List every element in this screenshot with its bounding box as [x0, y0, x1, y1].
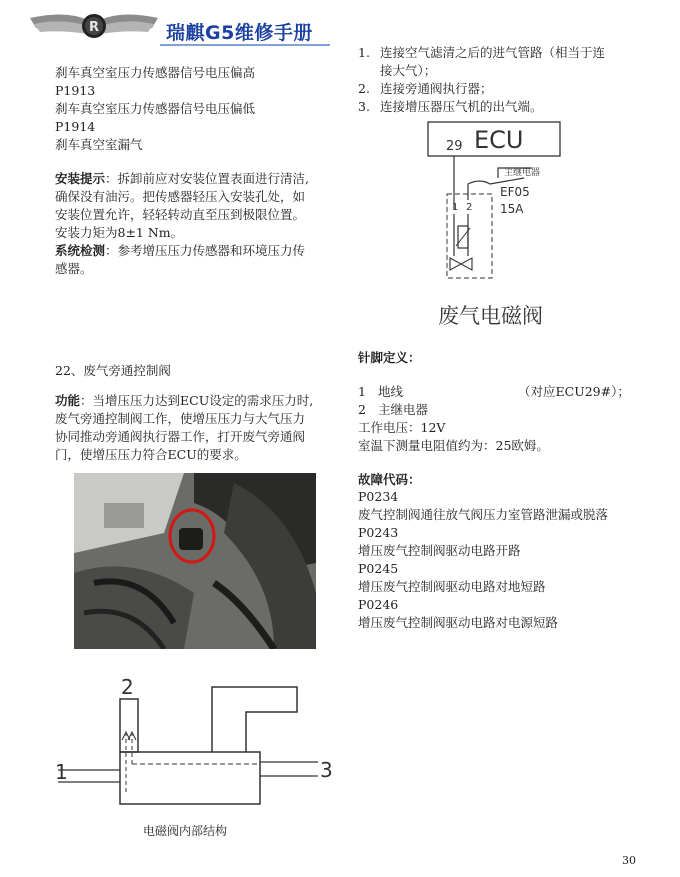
left-top-text — [55, 64, 255, 154]
valve-pin-2: 2 — [466, 202, 473, 213]
engine-photo — [74, 473, 316, 649]
text-line: 当增压压力达到ECU设定的需求压力时, — [92, 393, 314, 408]
install-tip — [55, 170, 309, 278]
fault-desc: 增压废气控制阀驱动电路对电源短路 — [358, 615, 559, 630]
fault-codes-title: 故障代码： — [358, 472, 421, 487]
fault-desc: 废气控制阀通往放气阀压力室管路泄漏或脱落 — [358, 507, 609, 522]
pin-name: 主继电器 — [378, 402, 429, 417]
page-number: 30 — [622, 854, 636, 867]
text-line: P1913 — [55, 83, 96, 98]
pin-name: 地线 — [378, 384, 404, 399]
fault-desc: 增压废气控制阀驱动电路对地短路 — [358, 579, 546, 594]
text-line: 参考增压压力传感器和环境压力传 — [117, 243, 306, 258]
system-check-label: 系统检测 — [55, 243, 106, 258]
function-text — [55, 392, 313, 464]
section-22-title: 22、废气旁通控制阀 — [55, 363, 171, 378]
port-1-label: 1 — [55, 760, 68, 784]
ecu-pin-29: 29 — [446, 139, 463, 154]
function-label: 功能 — [55, 393, 81, 408]
fault-code-list — [358, 488, 608, 632]
fault-code: P0246 — [358, 597, 399, 612]
list-text: 连接增压器压气机的出气端。 — [380, 99, 543, 114]
list-text: 连接空气滤清之后的进气管路（相当于连 — [380, 45, 606, 60]
text-line: 安装位置允许，轻轻转动直至压到极限位置。 — [55, 207, 306, 222]
colon: ： — [105, 171, 118, 186]
pin-note: （对应ECU29#）； — [518, 384, 630, 399]
text-line: 感器。 — [55, 261, 93, 276]
port-2-label: 2 — [121, 675, 134, 699]
fault-desc: 增压废气控制阀驱动电路开路 — [358, 543, 521, 558]
fuse-rating: 15A — [500, 202, 524, 216]
fault-code: P0243 — [358, 525, 399, 540]
waste-gate-valve-label: 废气电磁阀 — [438, 304, 543, 328]
text-line: 协同推动旁通阀执行器工作，打开废气旁通阀 — [55, 429, 306, 444]
list-item — [358, 80, 605, 98]
list-item — [358, 98, 605, 116]
text-line: 安装力矩为8±1 Nm。 — [55, 225, 184, 240]
circuit-diagram — [420, 118, 595, 333]
install-tip-label: 安装提示 — [55, 171, 106, 186]
ecu-label: ECU — [474, 126, 524, 154]
list-item — [358, 44, 605, 62]
pin-row — [358, 383, 630, 401]
list-number: 3. — [358, 99, 370, 114]
working-voltage: 工作电压：12V — [358, 420, 446, 435]
resistance-value: 室温下测量电阻值约为：25欧姆。 — [358, 438, 549, 453]
list-text: 连接旁通阀执行器； — [380, 81, 493, 96]
pin-def-title: 针脚定义： — [358, 350, 421, 365]
pin-def-block — [358, 383, 630, 455]
text-line: 废气旁通控制阀工作，使增压压力与大气压力 — [55, 411, 306, 426]
text-line: 拆卸前应对安装位置表面进行清洁, — [117, 171, 310, 186]
fault-code: P0234 — [358, 489, 399, 504]
port-3-label: 3 — [320, 758, 333, 782]
list-item-cont: 接大气）； — [380, 63, 437, 78]
colon: ： — [80, 393, 93, 408]
pin-number: 1 — [358, 384, 366, 399]
connection-list — [358, 44, 605, 116]
text-line: 门，使增压压力符合ECU的要求。 — [55, 447, 247, 462]
relay-label: 主继电器 — [504, 168, 541, 178]
text-line: 刹车真空室压力传感器信号电压偏高 — [55, 65, 256, 80]
text-line: 刹车真空室漏气 — [55, 137, 143, 152]
text-line: 刹车真空室压力传感器信号电压偏低 — [55, 101, 256, 116]
manual-title: 瑞麒G5维修手册 — [166, 22, 313, 44]
valve-diagram-caption: 电磁阀内部结构 — [143, 824, 228, 838]
fuse-label: EF05 — [500, 185, 530, 199]
valve-pin-1: 1 — [452, 202, 459, 213]
svg-text:R: R — [88, 20, 100, 35]
text-line: 确保没有油污。把传感器轻压入安装孔处，如 — [55, 189, 306, 204]
engine-photo-drawing — [74, 473, 316, 649]
header-underline — [160, 44, 330, 46]
valve-structure-diagram — [50, 672, 340, 812]
pin-number: 2 — [358, 402, 366, 417]
list-number: 2. — [358, 81, 370, 96]
colon: ： — [105, 243, 118, 258]
list-number: 1. — [358, 45, 370, 60]
pin-row — [358, 401, 630, 419]
text-line: P1914 — [55, 119, 96, 134]
brand-logo — [26, 6, 162, 46]
fault-code: P0245 — [358, 561, 399, 576]
